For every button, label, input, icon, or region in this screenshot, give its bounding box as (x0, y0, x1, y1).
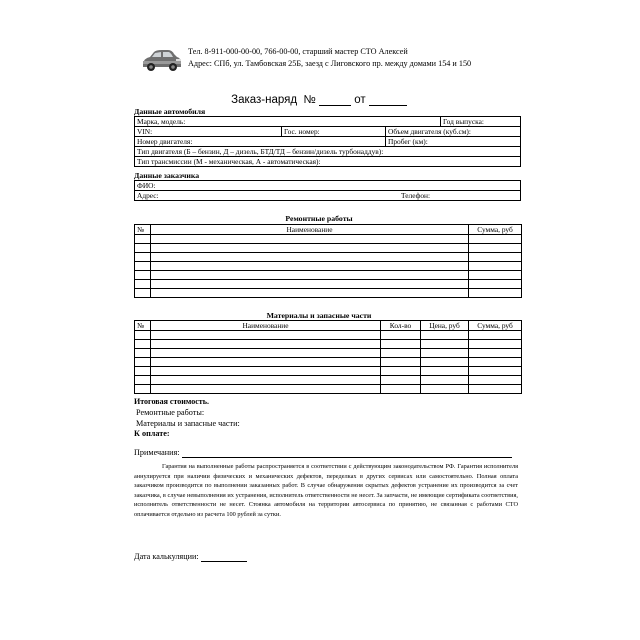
title-number-sign: № (303, 94, 316, 106)
table-row[interactable] (135, 289, 522, 298)
table-row[interactable] (135, 280, 522, 289)
col-name: Наименование (151, 321, 381, 331)
customer-address-field[interactable]: Адрес: (137, 191, 159, 200)
warranty-text: Гарантия на выполненные работы распространяется в соответствии с действующим законодательством РФ. Гарантия исполнителя аннулируется при наличии физических и механических дефектов, переделках в других сервисах или самостоятельно. Полная оплата заказчиком производится по выполнении заказанных работ. В случае обнаружения скрытых дефектов устранение их производится за счет заказчика, в случае невыполнения их устранения, исполнитель ответственности не несет. За запчасти, не имеющие сертификата соответствия, исполнитель ответственности не несет. Стоянка автомобиля на территории автосервиса по принятию, не связанная с работами СТО оплачивается отдельно из расчета 100 рублей за сутки. (134, 463, 518, 518)
materials-table (134, 320, 522, 394)
fio-field[interactable]: ФИО: (137, 181, 156, 190)
customer-section-heading: Данные заказчика (134, 171, 200, 180)
car-section-heading: Данные автомобиля (134, 107, 206, 116)
col-name: Наименование (151, 225, 469, 235)
header (140, 44, 530, 80)
car-row-2 (135, 127, 520, 137)
col-num: № (135, 321, 151, 331)
table-row[interactable] (135, 235, 522, 244)
materials-section-heading: Материалы и запасные части (266, 311, 372, 320)
table-row[interactable] (135, 367, 522, 376)
car-row-3 (135, 137, 520, 147)
table-header-row (135, 225, 522, 235)
totals-heading: Итоговая стоимость. (134, 397, 209, 406)
car-row-5 (135, 157, 520, 166)
order-date-field[interactable] (369, 96, 407, 106)
calc-date-label: Дата калькуляции: (134, 552, 199, 561)
calc-date-row (134, 552, 247, 562)
table-row[interactable] (135, 262, 522, 271)
to-pay-label: К оплате: (134, 429, 170, 438)
document-title (110, 94, 528, 106)
vin-field[interactable]: VIN: (137, 127, 153, 136)
car-data-table (134, 116, 521, 167)
gos-nomer-field[interactable]: Гос. номер: (281, 127, 385, 136)
engine-volume-field[interactable]: Объем двигателя (куб.см): (385, 127, 520, 136)
customer-phone-field[interactable]: Телефон: (401, 191, 431, 200)
car-row-4 (135, 147, 520, 157)
repair-section-heading: Ремонтные работы (285, 214, 353, 223)
col-price: Цена, руб (421, 321, 469, 331)
table-row[interactable] (135, 244, 522, 253)
table-row[interactable] (135, 376, 522, 385)
calc-date-field[interactable] (201, 552, 247, 562)
col-sum: Сумма, руб (469, 321, 522, 331)
table-row[interactable] (135, 271, 522, 280)
year-field[interactable]: Год выпуска: (440, 117, 520, 126)
title-label: Заказ-наряд (231, 94, 298, 106)
notes-label: Примечания: (134, 448, 180, 457)
engine-number-field[interactable]: Номер двигателя: (137, 137, 193, 146)
order-form-page (110, 30, 528, 610)
table-row[interactable] (135, 385, 522, 394)
brand-model-field[interactable]: Марка, модель: (137, 117, 186, 126)
table-row[interactable] (135, 253, 522, 262)
notes-field[interactable] (182, 448, 512, 458)
table-row[interactable] (135, 331, 522, 340)
col-num: № (135, 225, 151, 235)
address-line: Адрес: СПб, ул. Тамбовская 25Б, заезд с Лиговского пр. между домами 154 и 150 (188, 59, 472, 68)
notes-row (134, 448, 512, 458)
car-row-1 (135, 117, 520, 127)
car-logo-icon (140, 44, 182, 76)
col-qty: Кол-во (381, 321, 421, 331)
phone-line: Тел. 8-911-000-00-00, 766-00-00, старший мастер СТО Алексей (188, 47, 408, 56)
repair-works-table (134, 224, 522, 298)
total-materials-label: Материалы и запасные части: (136, 419, 240, 428)
contact-info (188, 46, 471, 70)
title-from: от (354, 94, 366, 106)
table-row[interactable] (135, 340, 522, 349)
customer-row-1 (135, 181, 520, 191)
col-sum: Сумма, руб (469, 225, 522, 235)
engine-type-field[interactable]: Тип двигателя (Б – бензин, Д – дизель, БТД/ТД – бензин/дизель турбонаддув): (137, 147, 384, 156)
transmission-field[interactable]: Тип трансмиссии (М - механическая, А - автоматическая): (137, 157, 321, 166)
total-repair-label: Ремонтные работы: (136, 408, 205, 417)
customer-data-table (134, 180, 521, 201)
table-row[interactable] (135, 349, 522, 358)
table-header-row (135, 321, 522, 331)
order-number-field[interactable] (319, 96, 351, 106)
mileage-field[interactable]: Пробег (км): (385, 137, 520, 146)
table-row[interactable] (135, 358, 522, 367)
customer-row-2 (135, 191, 520, 200)
